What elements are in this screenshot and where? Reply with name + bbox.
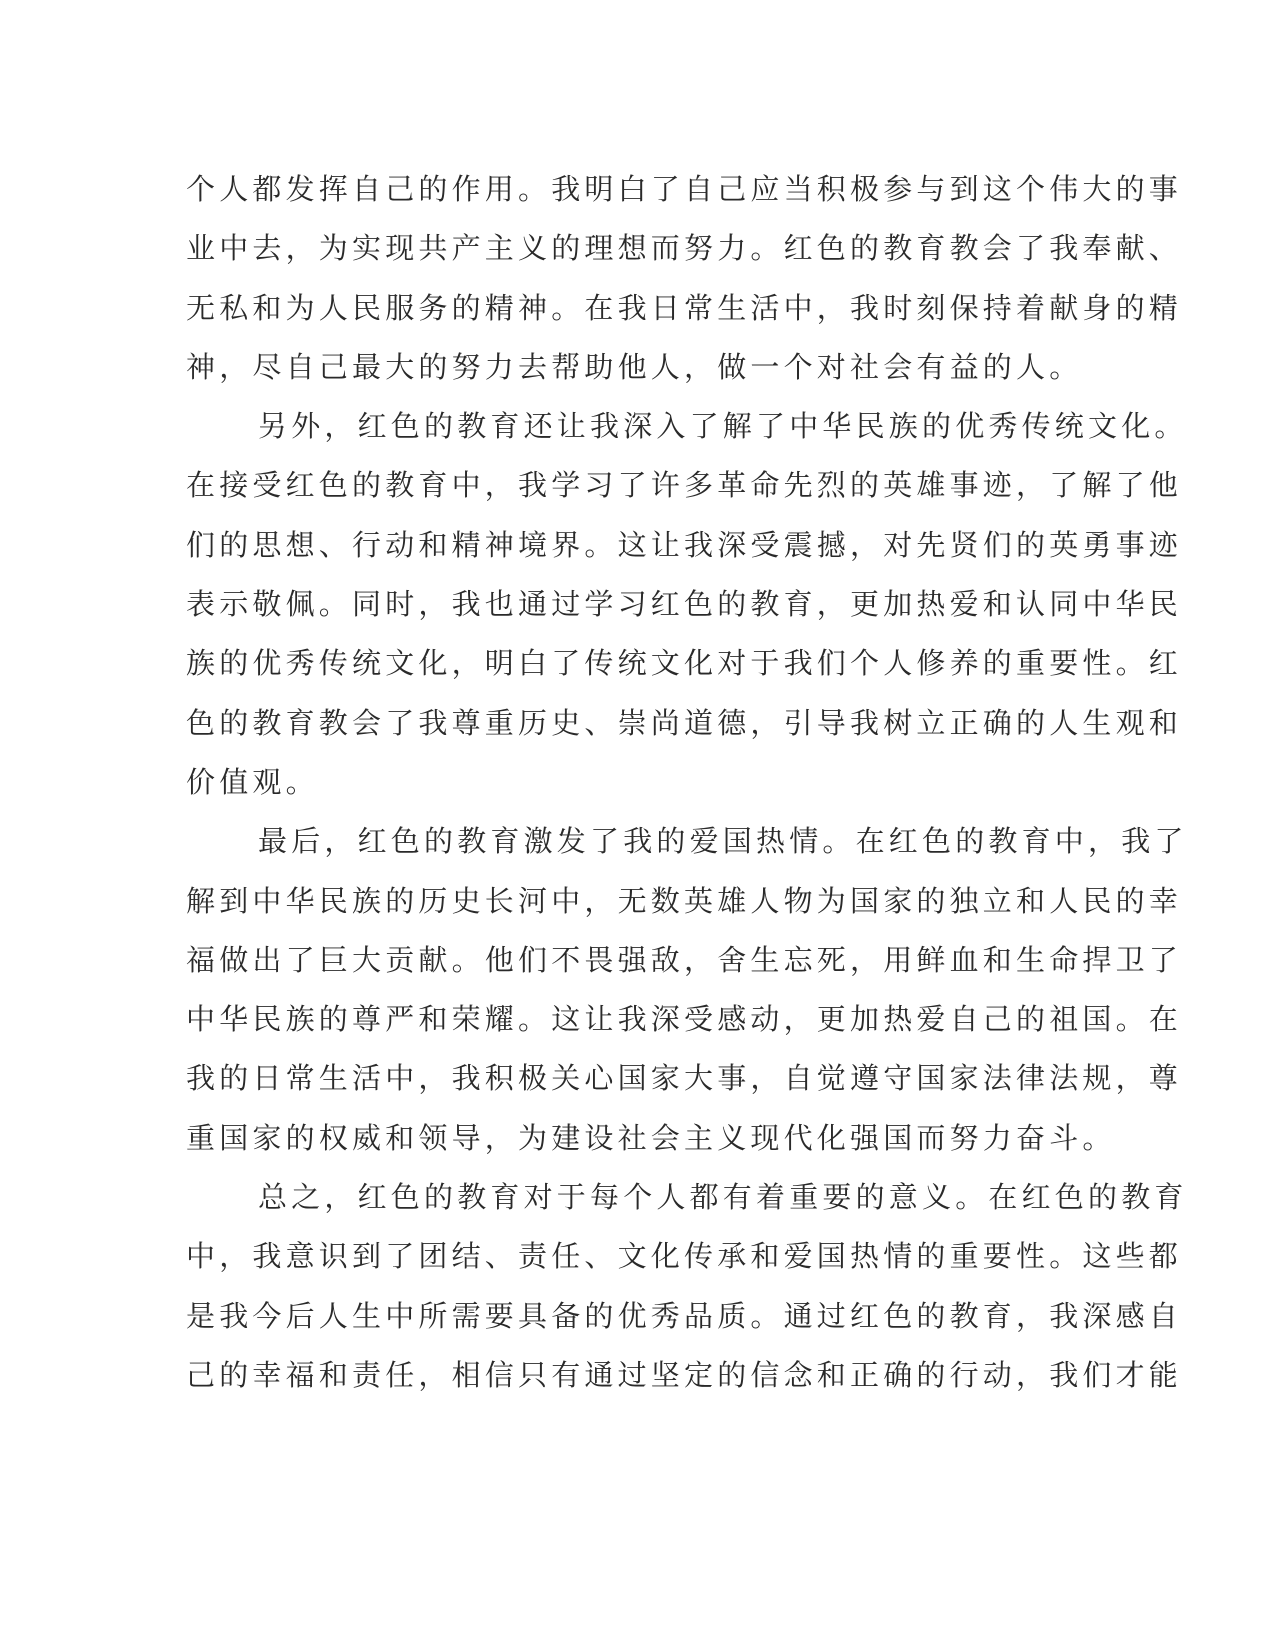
- text-line: 己的幸福和责任，相信只有通过坚定的信念和正确的行动，我们才能: [186, 1357, 1183, 1392]
- paragraph-first-line: 另外，红色的教育还让我深入了解了中华民族的优秀传统文化。: [258, 409, 1188, 444]
- text-line: 们的思想、行动和精神境界。这让我深受震撼，对先贤们的英勇事迹: [186, 527, 1183, 562]
- text-line: 在接受红色的教育中，我学习了许多革命先烈的英雄事迹，了解了他: [186, 468, 1183, 503]
- text-line: 我的日常生活中，我积极关心国家大事，自觉遵守国家法律法规，尊: [186, 1061, 1183, 1096]
- text-line: 中，我意识到了团结、责任、文化传承和爱国热情的重要性。这些都: [186, 1239, 1183, 1274]
- paragraph-first-line: 最后，红色的教育激发了我的爱国热情。在红色的教育中，我了: [258, 824, 1188, 859]
- text-line: 是我今后人生中所需要具备的优秀品质。通过红色的教育，我深感自: [186, 1298, 1183, 1333]
- document-body: [186, 160, 1188, 1405]
- text-line: 价值观。: [186, 764, 319, 799]
- text-line: 族的优秀传统文化，明白了传统文化对于我们个人修养的重要性。红: [186, 646, 1183, 681]
- text-line: 表示敬佩。同时，我也通过学习红色的教育，更加热爱和认同中华民: [186, 587, 1183, 622]
- text-line: 神，尽自己最大的努力去帮助他人，做一个对社会有益的人。: [186, 349, 1083, 384]
- paragraph-first-line: 总之，红色的教育对于每个人都有着重要的意义。在红色的教育: [258, 1180, 1188, 1215]
- text-line: 色的教育教会了我尊重历史、崇尚道德，引导我树立正确的人生观和: [186, 705, 1183, 740]
- text-line: 解到中华民族的历史长河中，无数英雄人物为国家的独立和人民的幸: [186, 883, 1183, 918]
- text-line: 重国家的权威和领导，为建设社会主义现代化强国而努力奋斗。: [186, 1120, 1116, 1155]
- text-line: 个人都发挥自己的作用。我明白了自己应当积极参与到这个伟大的事: [186, 172, 1183, 206]
- text-line: 福做出了巨大贡献。他们不畏强敌，舍生忘死，用鲜血和生命捍卫了: [186, 942, 1183, 977]
- text-line: 中华民族的尊严和荣耀。这让我深受感动，更加热爱自己的祖国。在: [186, 1002, 1183, 1037]
- text-line: 业中去，为实现共产主义的理想而努力。红色的教育教会了我奉献、: [186, 231, 1183, 266]
- text-line: 无私和为人民服务的精神。在我日常生活中，我时刻保持着献身的精: [186, 290, 1183, 325]
